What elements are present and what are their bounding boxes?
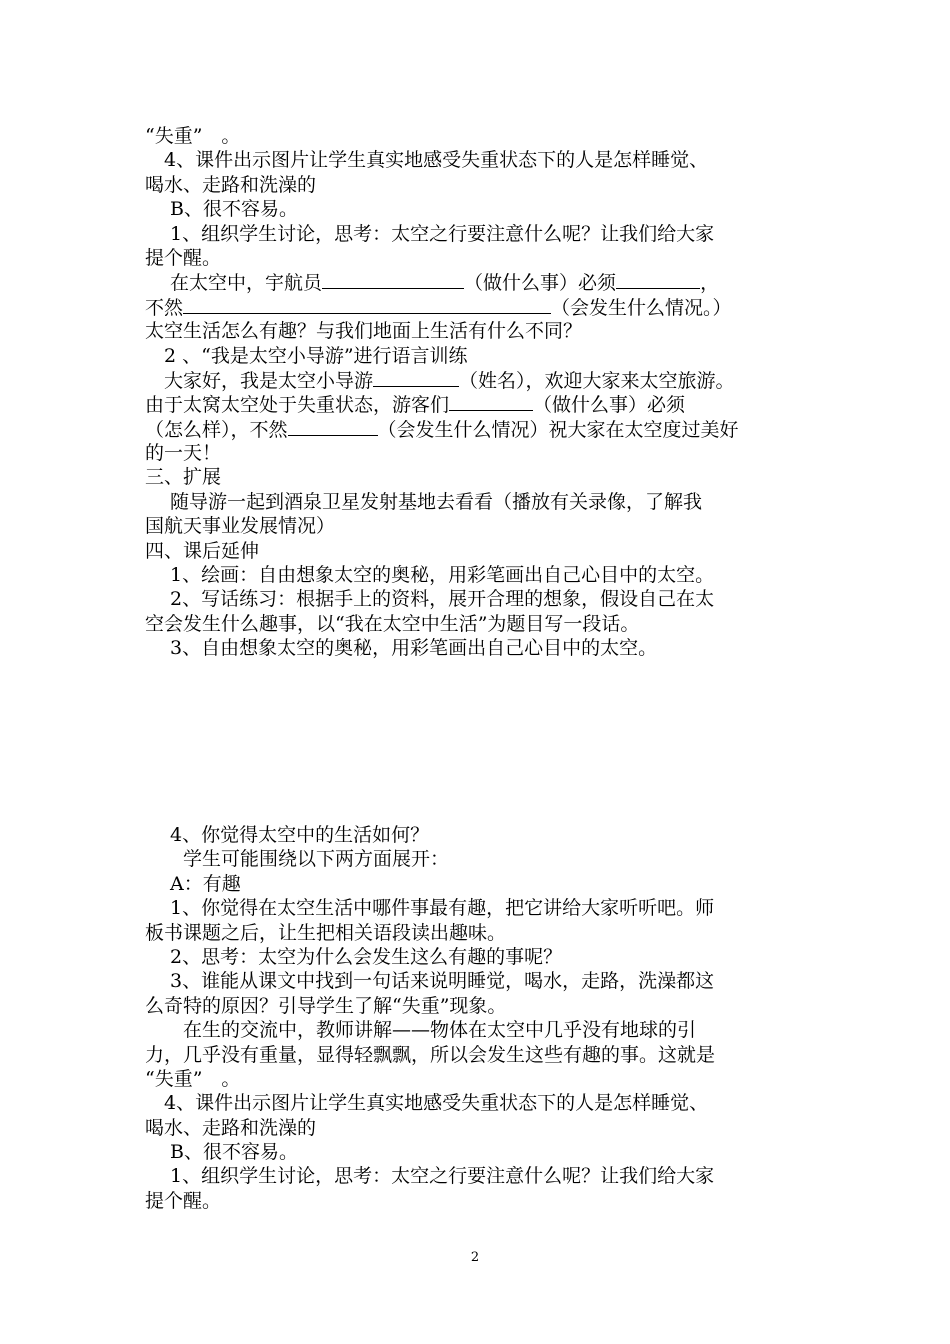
text-line: 4、课件出示图片让学生真实地感受失重状态下的人是怎样睡觉、 <box>145 149 709 172</box>
fill-in-line: 大家好，我是太空小导游 （姓名），欢迎大家来太空旅游。 <box>145 369 735 392</box>
text-line: 4、你觉得太空中的生活如何？ <box>145 824 430 846</box>
text-line: 1、你觉得在太空生活中哪件事最有趣，把它讲给大家听听吧。师 <box>145 897 715 920</box>
text-line: 提个醒。 <box>145 246 222 269</box>
text-line: 喝水、走路和洗澡的 <box>145 1116 317 1139</box>
blank-underline <box>449 392 533 411</box>
text-line: 板书课题之后，让生把相关语段读出趣味。 <box>145 921 507 944</box>
text-line: 随导游一起到酒泉卫星发射基地去看看（播放有关录像，了解我 <box>145 490 703 513</box>
section-heading: 三、扩展 <box>145 466 222 489</box>
text-line: 空会发生什么趣事，以“我在太空中生活”为题目写一段话。 <box>145 612 640 635</box>
text-line: 1、绘画：自由想象太空的奥秘，用彩笔画出自己心目中的太空。 <box>145 564 715 587</box>
page-number: 2 <box>470 1250 480 1265</box>
text-line: 2、写话练习：根据手上的资料，展开合理的想象，假设自己在太 <box>145 588 715 611</box>
text-line: 在生的交流中，教师讲解——物体在太空中几乎没有地球的引 <box>145 1019 697 1042</box>
blank-underline <box>288 417 378 436</box>
text-line: 3、自由想象太空的奥秘，用彩笔画出自己心目中的太空。 <box>145 637 658 660</box>
text-line: B、很不容易。 <box>145 198 299 221</box>
fill-in-line: （怎么样），不然 （会发生什么情况）祝大家在太空度过美好 <box>145 418 739 441</box>
fill-in-line: 不然 （会发生什么情况。） <box>145 296 732 319</box>
text-line: “失重” 。 <box>145 125 241 147</box>
text-block-bottom <box>145 823 810 1213</box>
blank-underline <box>322 270 464 289</box>
text-line: 学生可能围绕以下两方面展开： <box>145 848 450 871</box>
text-line: 1、组织学生讨论，思考：太空之行要注意什么呢？让我们给大家 <box>145 222 715 245</box>
text-block-top <box>145 124 810 661</box>
text-line: 国航天事业发展情况） <box>145 515 336 538</box>
section-heading: 四、课后延伸 <box>145 539 260 562</box>
text-line: A：有趣 <box>145 872 241 895</box>
text-line: 2、思考：太空为什么会发生这么有趣的事呢？ <box>145 945 563 968</box>
text-line: 么奇特的原因？引导学生了解“失重”现象。 <box>145 994 507 1017</box>
text-line: 2 、“我是太空小导游”进行语言训练 <box>145 344 468 367</box>
blank-underline <box>183 295 551 314</box>
blank-underline <box>616 270 700 289</box>
text-line: 喝水、走路和洗澡的 <box>145 173 317 196</box>
text-line: 太空生活怎么有趣？与我们地面上生活有什么不同？ <box>145 320 583 343</box>
fill-in-line: 由于太窝太空处于失重状态，游客们 （做什么事）必须 <box>145 394 686 417</box>
text-line: 1、组织学生讨论，思考：太空之行要注意什么呢？让我们给大家 <box>145 1165 715 1188</box>
text-line: 4、课件出示图片让学生真实地感受失重状态下的人是怎样睡觉、 <box>145 1092 709 1115</box>
text-line: 的一天！ <box>145 442 222 465</box>
text-line: B、很不容易。 <box>145 1141 299 1164</box>
text-line: 提个醒。 <box>145 1189 222 1212</box>
text-line: 力，几乎没有重量，显得轻飘飘，所以会发生这些有趣的事。这就是 <box>145 1043 716 1066</box>
fill-in-line: 在太空中，宇航员 （做什么事）必须 ， <box>145 272 720 295</box>
text-line: 3、谁能从课文中找到一句话来说明睡觉，喝水，走路，洗澡都这 <box>145 970 715 993</box>
blank-underline <box>373 368 459 387</box>
text-line: “失重” 。 <box>145 1067 241 1090</box>
